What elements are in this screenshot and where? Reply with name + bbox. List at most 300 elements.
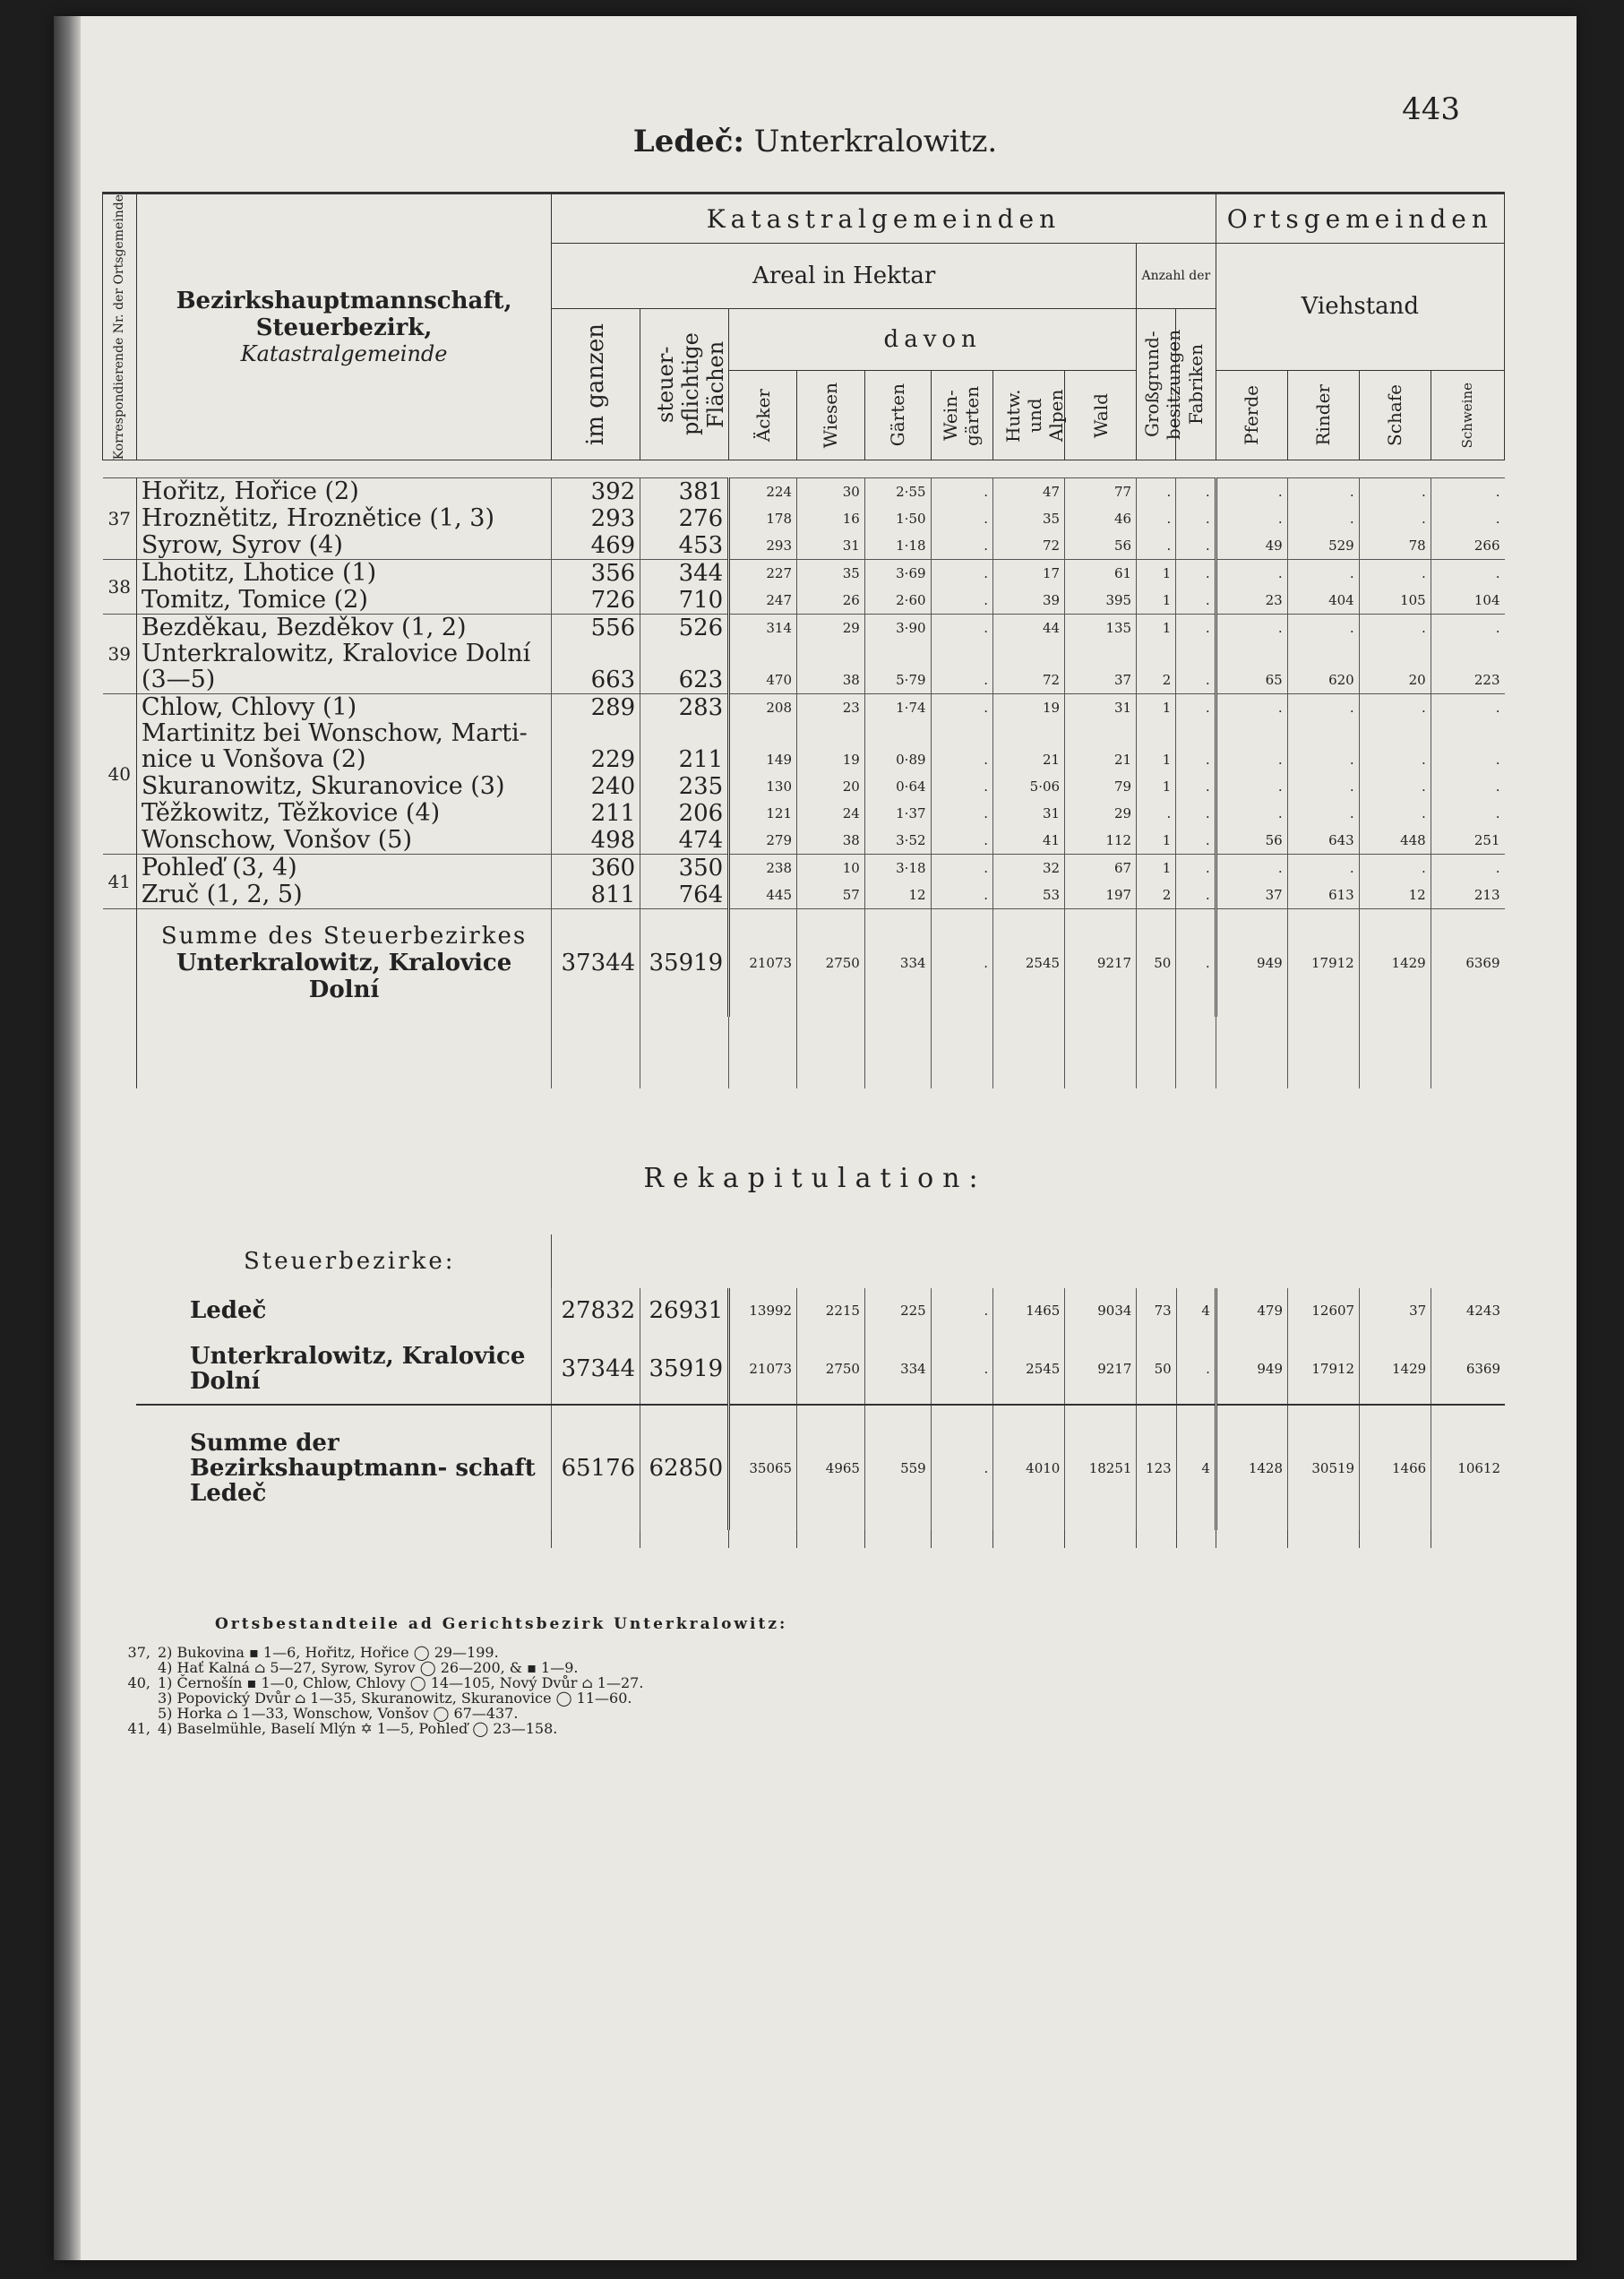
cell-wald xyxy=(1065,641,1137,666)
municipality-name: Hořitz, Hořice (2) xyxy=(136,478,551,506)
cell-fabriken: . xyxy=(1176,615,1216,642)
cell-pferde: 56 xyxy=(1216,827,1287,855)
cell-schafe: . xyxy=(1359,615,1431,642)
book-spine xyxy=(54,16,81,2260)
cell-wiesen: 16 xyxy=(797,505,865,532)
cell-wiesen: 57 xyxy=(797,882,865,909)
cell-fabriken: . xyxy=(1176,587,1216,615)
cell-rinder: . xyxy=(1287,505,1359,532)
col-ganzen: im ganzen xyxy=(582,323,610,446)
cell-schafe: 448 xyxy=(1359,827,1431,855)
cell-rinder xyxy=(1287,641,1359,666)
cell-gaerten xyxy=(864,721,931,746)
cell-wald: 67 xyxy=(1065,855,1137,882)
cell-schweine xyxy=(1431,641,1504,666)
col-schafe: Schafe xyxy=(1384,384,1406,447)
cell-steuer: 26931 xyxy=(640,1288,729,1333)
cell-steuer: 235 xyxy=(640,773,729,800)
recap-name: Ledeč xyxy=(189,1297,267,1324)
cell-rinder: 17912 xyxy=(1287,909,1359,1017)
cell-pferde: . xyxy=(1216,505,1287,532)
cell-wein: . xyxy=(931,666,993,694)
cell-rinder: . xyxy=(1287,560,1359,588)
footnotes-title: Ortsbestandteile ad Gerichtsbezirk Unterkralowitz: xyxy=(215,1615,788,1633)
cell-fabriken xyxy=(1176,721,1216,746)
cell-schafe: 20 xyxy=(1359,666,1431,694)
cell-gross: 2 xyxy=(1137,666,1176,694)
footnote-row xyxy=(106,1706,643,1721)
cell-fabriken: . xyxy=(1176,532,1216,560)
cell-fabriken xyxy=(1176,641,1216,666)
cell-rinder: 17912 xyxy=(1288,1333,1360,1405)
footnote-text: 4) Baselmühle, Baselí Mlýn ✡ 1—5, Pohleď ◯ 23—158. xyxy=(158,1720,558,1737)
table-row xyxy=(103,855,1505,882)
sum-row xyxy=(103,909,1505,1017)
cell-wald: 197 xyxy=(1065,882,1137,909)
cell-ganzen: 37344 xyxy=(552,1333,640,1405)
recap-name: Summe der Bezirkshauptmann- xyxy=(189,1429,448,1482)
municipality-name: Pohleď (3, 4) xyxy=(136,855,551,882)
cell-gaerten: 0·89 xyxy=(864,746,931,773)
cell-rinder: . xyxy=(1287,746,1359,773)
cell-wald: 21 xyxy=(1065,746,1137,773)
cell-schweine: . xyxy=(1431,855,1504,882)
cell-schweine: 104 xyxy=(1431,587,1504,615)
table-row xyxy=(103,560,1505,588)
col-rinder: Rinder xyxy=(1312,384,1335,446)
group-number: 41 xyxy=(103,855,137,909)
cell-gaerten: 559 xyxy=(864,1405,931,1530)
cell-ganzen: 240 xyxy=(552,773,640,800)
cell-wein: . xyxy=(931,694,993,722)
footnote-key: 40, xyxy=(127,1674,150,1691)
cell-steuer: 344 xyxy=(640,560,729,588)
cell-acker: 227 xyxy=(729,560,797,588)
cell-gross xyxy=(1137,721,1176,746)
cell-rinder: . xyxy=(1287,800,1359,827)
col-gaerten: Gärten xyxy=(887,383,909,447)
cell-fabriken: . xyxy=(1176,478,1216,506)
cell-schafe: 12 xyxy=(1359,882,1431,909)
col-gross: Großgrund-besitzungen xyxy=(1141,329,1185,440)
cell-rinder: 12607 xyxy=(1288,1288,1360,1333)
page-header xyxy=(54,124,1577,159)
municipality-name: Wonschow, Vonšov (5) xyxy=(141,826,413,855)
cell-wiesen xyxy=(797,721,865,746)
col-name-line2: Steuerbezirk, xyxy=(255,314,433,342)
cell-schafe: . xyxy=(1359,478,1431,506)
cell-acker: 247 xyxy=(729,587,797,615)
cell-steuer xyxy=(640,721,729,746)
footnote-row xyxy=(106,1721,643,1736)
cell-gaerten: 3·90 xyxy=(864,615,931,642)
cell-steuer: 35919 xyxy=(640,909,729,1017)
cell-steuer: 710 xyxy=(640,587,729,615)
cell-wiesen: 35 xyxy=(797,560,865,588)
cell-schafe: 105 xyxy=(1359,587,1431,615)
municipality-name: Chlow, Chlovy (1) xyxy=(136,694,551,722)
cell-schafe: . xyxy=(1359,560,1431,588)
cell-schweine: . xyxy=(1431,560,1504,588)
municipality-name: (3—5) xyxy=(141,666,216,694)
cell-acker: 35065 xyxy=(729,1405,797,1530)
cell-schweine: . xyxy=(1431,694,1504,722)
municipality-name: nice u Vonšova (2) xyxy=(141,745,366,774)
cell-wiesen: 31 xyxy=(797,532,865,560)
cell-rinder: . xyxy=(1287,615,1359,642)
cell-wiesen: 20 xyxy=(797,773,865,800)
cell-wald: 18251 xyxy=(1065,1405,1137,1530)
table-row xyxy=(103,532,1505,560)
cell-schafe xyxy=(1359,721,1431,746)
table-row xyxy=(103,666,1505,694)
cell-ganzen: 27832 xyxy=(552,1288,640,1333)
cell-ganzen: 469 xyxy=(552,532,640,560)
municipality-name: Martinitz bei Wonschow, Marti- xyxy=(141,719,528,748)
cell-ganzen: 37344 xyxy=(552,909,640,1017)
col-name-line1: Bezirkshauptmannschaft, xyxy=(176,288,512,315)
cell-fabriken: . xyxy=(1176,666,1216,694)
cell-fabriken: . xyxy=(1176,694,1216,722)
cell-fabriken: . xyxy=(1176,909,1216,1017)
cell-fabriken: . xyxy=(1176,1333,1216,1405)
cell-wein: . xyxy=(931,560,993,588)
cell-hutweiden: 21 xyxy=(993,746,1065,773)
cell-acker: 13992 xyxy=(729,1288,797,1333)
col-nr-header: Korrespondierende Nr. der Ortsgemeinde xyxy=(112,194,127,460)
cell-gross xyxy=(1137,641,1176,666)
table-row xyxy=(103,827,1505,855)
cell-gross: 1 xyxy=(1137,827,1176,855)
cell-pferde: . xyxy=(1216,478,1287,506)
cell-ganzen: 498 xyxy=(552,827,640,855)
footnote-text: 4) Hať Kalná ⌂ 5—27, Syrow, Syrov ◯ 26—200, & ▪ 1—9. xyxy=(158,1659,579,1676)
cell-fabriken: . xyxy=(1176,773,1216,800)
footnote-text: 1) Černošín ▪ 1—0, Chlow, Chlovy ◯ 14—105, Nový Dvůr ⌂ 1—27. xyxy=(158,1674,644,1691)
cell-steuer: 623 xyxy=(640,666,729,694)
cell-schweine: 213 xyxy=(1431,882,1504,909)
cell-acker: 224 xyxy=(729,478,797,506)
municipality-name: Těžkowitz, Těžkovice (4) xyxy=(141,799,441,828)
cell-hutweiden: 35 xyxy=(993,505,1065,532)
cell-steuer: 474 xyxy=(640,827,729,855)
cell-rinder: . xyxy=(1287,694,1359,722)
cell-pferde: 49 xyxy=(1216,532,1287,560)
cell-gaerten: 1·50 xyxy=(864,505,931,532)
cell-steuer: 350 xyxy=(640,855,729,882)
cell-ganzen xyxy=(552,641,640,666)
page xyxy=(54,16,1577,2260)
cell-pferde: . xyxy=(1216,800,1287,827)
cell-schafe: 78 xyxy=(1359,532,1431,560)
cell-fabriken: 4 xyxy=(1176,1288,1216,1333)
cell-wein: . xyxy=(931,1333,993,1405)
cell-schafe: 37 xyxy=(1360,1288,1431,1333)
cell-wald: 77 xyxy=(1065,478,1137,506)
group-katastral: Katastralgemeinden xyxy=(552,194,1216,244)
cell-gaerten: 3·52 xyxy=(864,827,931,855)
cell-schweine: 251 xyxy=(1431,827,1504,855)
cell-acker: 445 xyxy=(729,882,797,909)
municipality-name: Skuranowitz, Skuranovice (3) xyxy=(141,772,505,801)
cell-schafe: 1429 xyxy=(1359,909,1431,1017)
cell-wiesen xyxy=(797,641,865,666)
cell-gross: 1 xyxy=(1137,773,1176,800)
cell-gross: . xyxy=(1137,478,1176,506)
recap-row xyxy=(102,1405,1505,1530)
cell-wein: . xyxy=(931,909,993,1017)
col-acker: Äcker xyxy=(752,388,774,443)
cell-acker xyxy=(729,721,797,746)
cell-wein: . xyxy=(931,1405,993,1530)
recap-name: Unterkralowitz, xyxy=(189,1342,394,1370)
cell-schafe: . xyxy=(1359,746,1431,773)
table-row xyxy=(103,773,1505,800)
cell-pferde: 23 xyxy=(1216,587,1287,615)
cell-schafe: . xyxy=(1359,773,1431,800)
cell-rinder xyxy=(1287,721,1359,746)
cell-wiesen: 10 xyxy=(797,855,865,882)
cell-wein xyxy=(931,721,993,746)
davon-header: davon xyxy=(729,308,1137,370)
cell-ganzen: 211 xyxy=(552,800,640,827)
table-row xyxy=(103,615,1505,642)
cell-wein: . xyxy=(931,615,993,642)
cell-schafe: . xyxy=(1359,694,1431,722)
cell-wald: 112 xyxy=(1065,827,1137,855)
page-number: 443 xyxy=(1402,91,1460,127)
cell-hutweiden xyxy=(993,641,1065,666)
cell-hutweiden: 53 xyxy=(993,882,1065,909)
municipality-name: Hroznětitz, Hroznětice (1, 3) xyxy=(141,504,494,533)
cell-ganzen: 229 xyxy=(552,746,640,773)
cell-ganzen xyxy=(552,721,640,746)
cell-schweine: . xyxy=(1431,478,1504,506)
cell-fabriken: . xyxy=(1176,855,1216,882)
footnote-key xyxy=(106,1660,158,1675)
cell-wein: . xyxy=(931,1288,993,1333)
cell-gaerten: 334 xyxy=(864,1333,931,1405)
cell-hutweiden: 47 xyxy=(993,478,1065,506)
footnote-row xyxy=(106,1690,643,1706)
footnote-text: 2) Bukovina ▪ 1—6, Hořitz, Hořice ◯ 29—199. xyxy=(158,1644,499,1661)
municipality-name: Lhotitz, Lhotice (1) xyxy=(136,560,551,588)
cell-hutweiden: 17 xyxy=(993,560,1065,588)
cell-rinder: 620 xyxy=(1287,666,1359,694)
cell-gaerten: 2·55 xyxy=(864,478,931,506)
cell-wald: 46 xyxy=(1065,505,1137,532)
cell-wald: 56 xyxy=(1065,532,1137,560)
cell-wein xyxy=(931,641,993,666)
cell-schweine: . xyxy=(1431,746,1504,773)
cell-wald: 29 xyxy=(1065,800,1137,827)
cell-pferde: . xyxy=(1216,694,1287,722)
cell-ganzen: 556 xyxy=(552,615,640,642)
header-district: Ledeč: xyxy=(632,124,744,159)
cell-schweine: 10612 xyxy=(1431,1405,1505,1530)
cell-hutweiden: 72 xyxy=(993,666,1065,694)
cell-gross: . xyxy=(1137,505,1176,532)
footnote-text: 5) Horka ⌂ 1—33, Wonschow, Vonšov ◯ 67—437. xyxy=(158,1705,519,1722)
cell-pferde: . xyxy=(1216,855,1287,882)
sum-label-line3: Dolní xyxy=(308,976,380,1004)
cell-pferde: 479 xyxy=(1216,1288,1287,1333)
cell-acker xyxy=(729,641,797,666)
sum-label-line1: Summe des Steuerbezirkes xyxy=(160,923,528,950)
cell-wiesen: 38 xyxy=(797,666,865,694)
cell-ganzen: 65176 xyxy=(552,1405,640,1530)
cell-acker: 208 xyxy=(729,694,797,722)
cell-gross: 2 xyxy=(1137,882,1176,909)
cell-gross: . xyxy=(1137,800,1176,827)
cell-pferde: 949 xyxy=(1216,1333,1287,1405)
cell-wein: . xyxy=(931,746,993,773)
cell-schweine: 4243 xyxy=(1431,1288,1505,1333)
cell-acker: 470 xyxy=(729,666,797,694)
cell-wald: 9034 xyxy=(1065,1288,1137,1333)
cell-pferde: 1428 xyxy=(1216,1405,1287,1530)
cell-wiesen: 30 xyxy=(797,478,865,506)
cell-schweine: 266 xyxy=(1431,532,1504,560)
group-ortsgemeinden: Ortsgemeinden xyxy=(1216,194,1504,244)
municipality-name: Tomitz, Tomice (2) xyxy=(141,586,368,615)
cell-gross: 1 xyxy=(1137,694,1176,722)
cell-ganzen: 392 xyxy=(552,478,640,506)
cell-hutweiden: 5·06 xyxy=(993,773,1065,800)
cell-fabriken: 4 xyxy=(1176,1405,1216,1530)
cell-wiesen: 4965 xyxy=(797,1405,865,1530)
cell-hutweiden: 19 xyxy=(993,694,1065,722)
cell-wiesen: 29 xyxy=(797,615,865,642)
viehstand-header: Viehstand xyxy=(1216,244,1504,371)
cell-gaerten: 3·69 xyxy=(864,560,931,588)
table-row xyxy=(103,505,1505,532)
cell-pferde xyxy=(1216,641,1287,666)
cell-steuer: 211 xyxy=(640,746,729,773)
cell-wein: . xyxy=(931,827,993,855)
table-row xyxy=(103,587,1505,615)
cell-schafe: . xyxy=(1359,855,1431,882)
cell-fabriken: . xyxy=(1176,827,1216,855)
cell-gaerten: 12 xyxy=(864,882,931,909)
footnote-key: 37, xyxy=(127,1644,150,1661)
cell-acker: 21073 xyxy=(729,1333,797,1405)
cell-gaerten: 2·60 xyxy=(864,587,931,615)
cell-rinder: . xyxy=(1287,773,1359,800)
cell-gaerten: 334 xyxy=(864,909,931,1017)
col-wald: Wald xyxy=(1089,392,1112,438)
cell-gross: . xyxy=(1137,532,1176,560)
cell-pferde xyxy=(1216,721,1287,746)
cell-steuer: 453 xyxy=(640,532,729,560)
municipality-name: Zruč (1, 2, 5) xyxy=(141,881,303,909)
cell-wiesen: 23 xyxy=(797,694,865,722)
cell-schweine: . xyxy=(1431,505,1504,532)
cell-gross: 123 xyxy=(1137,1405,1176,1530)
cell-schweine: . xyxy=(1431,615,1504,642)
cell-hutweiden xyxy=(993,721,1065,746)
recap-table xyxy=(102,1234,1505,1548)
cell-wiesen: 2750 xyxy=(797,909,865,1017)
cell-wald xyxy=(1065,721,1137,746)
header-subdistrict: Unterkralowitz. xyxy=(753,124,998,159)
cell-fabriken: . xyxy=(1176,882,1216,909)
cell-hutweiden: 4010 xyxy=(993,1405,1065,1530)
group-number: 37 xyxy=(103,478,137,560)
cell-rinder: 613 xyxy=(1287,882,1359,909)
cell-wald: 135 xyxy=(1065,615,1137,642)
footnote-text: 3) Popovický Dvůr ⌂ 1—35, Skuranowitz, Skuranovice ◯ 11—60. xyxy=(158,1690,632,1707)
cell-wiesen: 19 xyxy=(797,746,865,773)
cell-schweine: . xyxy=(1431,800,1504,827)
cell-steuer: 381 xyxy=(640,478,729,506)
cell-schweine: . xyxy=(1431,773,1504,800)
recap-name: Kralovice xyxy=(401,1342,526,1370)
cell-ganzen: 726 xyxy=(552,587,640,615)
cell-gross: 73 xyxy=(1137,1288,1176,1333)
cell-wein: . xyxy=(931,773,993,800)
cell-acker: 314 xyxy=(729,615,797,642)
cell-hutweiden: 31 xyxy=(993,800,1065,827)
cell-schafe: . xyxy=(1359,505,1431,532)
cell-ganzen: 663 xyxy=(552,666,640,694)
cell-fabriken: . xyxy=(1176,746,1216,773)
cell-rinder: 30519 xyxy=(1288,1405,1360,1530)
recap-name: schaft Ledeč xyxy=(189,1454,536,1507)
cell-steuer: 526 xyxy=(640,615,729,642)
col-steuer: steuer-pflichtige Flächen xyxy=(653,332,729,436)
cell-ganzen: 360 xyxy=(552,855,640,882)
cell-wald: 9217 xyxy=(1065,909,1137,1017)
cell-acker: 21073 xyxy=(729,909,797,1017)
cell-gross: 1 xyxy=(1137,560,1176,588)
cell-pferde: 949 xyxy=(1216,909,1287,1017)
group-number: 40 xyxy=(103,694,137,855)
cell-hutweiden: 2545 xyxy=(993,909,1065,1017)
cell-wein: . xyxy=(931,882,993,909)
cell-pferde: . xyxy=(1216,746,1287,773)
cell-hutweiden: 2545 xyxy=(993,1333,1065,1405)
cell-wiesen: 26 xyxy=(797,587,865,615)
recap-row xyxy=(102,1288,1505,1333)
cell-schafe: 1466 xyxy=(1360,1405,1431,1530)
cell-schafe xyxy=(1359,641,1431,666)
cell-gaerten: 0·64 xyxy=(864,773,931,800)
cell-fabriken: . xyxy=(1176,800,1216,827)
cell-ganzen: 811 xyxy=(552,882,640,909)
cell-acker: 238 xyxy=(729,855,797,882)
cell-gross: 1 xyxy=(1137,746,1176,773)
cell-rinder: 404 xyxy=(1287,587,1359,615)
cell-acker: 279 xyxy=(729,827,797,855)
municipality-name: Syrow, Syrov (4) xyxy=(141,531,343,560)
cell-rinder: . xyxy=(1287,478,1359,506)
cell-schweine: 6369 xyxy=(1431,1333,1505,1405)
cell-wein: . xyxy=(931,800,993,827)
cell-acker: 149 xyxy=(729,746,797,773)
cell-wiesen: 2215 xyxy=(797,1288,865,1333)
cell-wald: 37 xyxy=(1065,666,1137,694)
cell-pferde: . xyxy=(1216,773,1287,800)
cell-gaerten xyxy=(864,641,931,666)
table-row xyxy=(103,721,1505,746)
recap-name: Dolní xyxy=(189,1367,261,1395)
sum-label xyxy=(136,909,551,1017)
cell-gross: 1 xyxy=(1137,615,1176,642)
cell-schweine xyxy=(1431,721,1504,746)
table-row xyxy=(103,746,1505,773)
cell-hutweiden: 1465 xyxy=(993,1288,1065,1333)
